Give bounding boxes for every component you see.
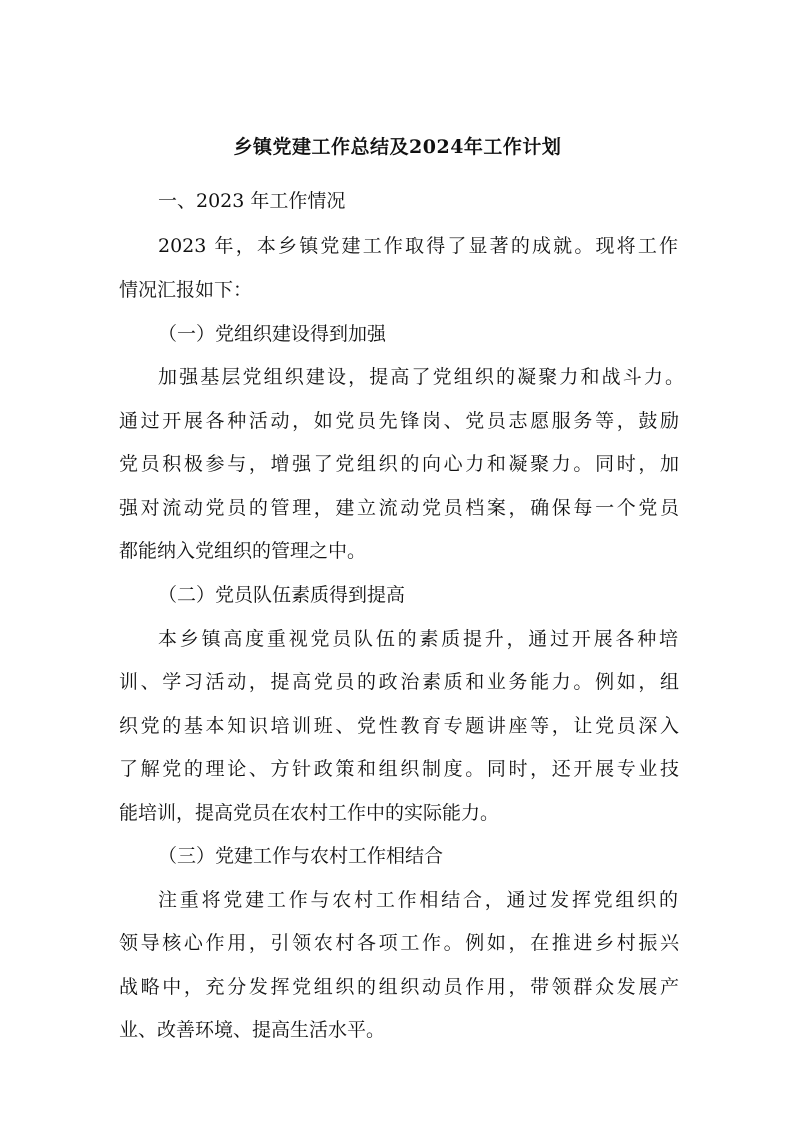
paragraph-line: 注重将党建工作与农村工作相结合，通过发挥党组织的 — [158, 889, 678, 911]
subsection-heading-2: （二）党员队伍素质得到提高 — [158, 584, 406, 606]
paragraph-line: 了解党的理论、方针政策和组织制度。同时，还开展专业技 — [119, 758, 679, 780]
paragraph-line: 加强基层党组织建设，提高了党组织的凝聚力和战斗力。 — [158, 366, 684, 388]
paragraph-line: 强对流动党员的管理，建立流动党员档案，确保每一个党员 — [119, 497, 679, 519]
paragraph-line: 训、学习活动，提高党员的政治素质和业务能力。例如，组 — [119, 671, 679, 693]
section-heading-2023: 一、2023 年工作情况 — [158, 190, 346, 212]
paragraph-line: 织党的基本知识培训班、党性教育专题讲座等，让党员深入 — [119, 715, 679, 737]
paragraph-line: 领导核心作用，引领农村各项工作。例如，在推进乡村振兴 — [119, 932, 679, 954]
intro-line: 情况汇报如下： — [119, 279, 253, 301]
paragraph-line: 党员积极参与，增强了党组织的向心力和凝聚力。同时，加 — [119, 453, 679, 475]
document-title: 乡镇党建工作总结及2024年工作计划 — [233, 136, 562, 158]
intro-line: 2023 年，本乡镇党建工作取得了显著的成就。现将工作 — [158, 235, 678, 257]
subsection-heading-1: （一）党组织建设得到加强 — [158, 323, 387, 345]
paragraph-line: 通过开展各种活动，如党员先锋岗、党员志愿服务等，鼓励 — [119, 410, 679, 432]
paragraph-line: 战略中，充分发挥党组织的组织动员作用，带领群众发展产 — [119, 976, 679, 998]
paragraph-line: 能培训，提高党员在农村工作中的实际能力。 — [119, 802, 500, 824]
subsection-heading-3: （三）党建工作与农村工作相结合 — [158, 845, 444, 867]
paragraph-line: 本乡镇高度重视党员队伍的素质提升，通过开展各种培 — [158, 628, 678, 650]
paragraph-line: 都能纳入党组织的管理之中。 — [119, 540, 367, 562]
paragraph-line: 业、改善环境、提高生活水平。 — [119, 1019, 386, 1041]
